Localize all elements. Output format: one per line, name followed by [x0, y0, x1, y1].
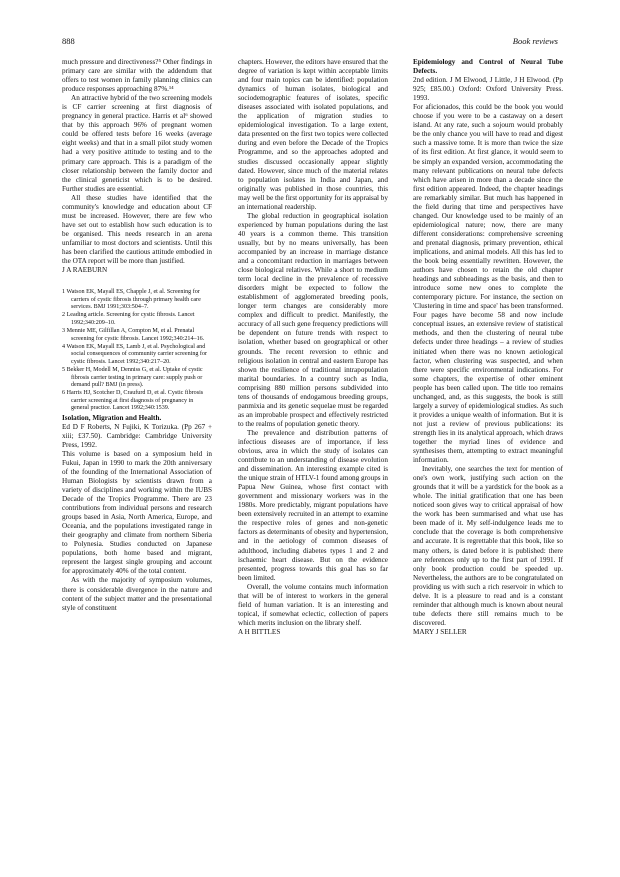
- review-bibliographic-details: Ed D F Roberts, N Fujiki, K Torizuka. (Pp 267 + xiii; £37.50). Cambridge: Cambridge University Press, 1992.: [62, 422, 212, 449]
- review-title: Isolation, Migration and Health.: [62, 413, 162, 422]
- paragraph: much pressure and directiveness?⁵ Other findings in primary care are similar with the addendum that offers to test women in family planning clinics can produce responses approaching 87%.¹⁴: [62, 58, 212, 94]
- reference-item: 2 Leading article. Screening for cystic fibrosis. Lancet 1992;340:209–10.: [62, 312, 195, 326]
- column-right: [413, 58, 563, 637]
- paragraph: An attractive hybrid of the two screening models is CF carrier screening at first diagnosis of pregnancy in general practice. Harris et al⁶ showed that by this approach 96% of pregnant women could be offered tests before 16 weeks (average eight weeks) and that in a small pilot study women had a very positive attitude to testing and to the primary care approach. This is a paradigm of the closer relationship between the family doctor and the clinical geneticist which is to be desired. Further studies are essential.: [62, 94, 212, 193]
- paragraph: For aficionados, this could be the book you would choose if you were to be a castaway on a desert island. At any rate, such a sojourn would probably be the only chance you will have to read and digest such a massive tome. It is more than twice the size of its first edition. At first glance, it would seem to be simply an expanded version, accommodating the many relevant publications on neural tube defects which have arisen in more than a decade since the first edition appeared. Indeed, the chapter headings are remarkably similar. But much has happened in the field during that time and perspectives have changed. Our knowledge used to be mainly of an epidemiological nature; now, there are many different considerations: comprehensive screening and prenatal diagnosis, primary prevention, ethical implications, and animal models. All this has led to the book being essentially rewritten. However, the authors have chosen to retain the old chapter headings and subheadings as the basis, and then to introduce some new ones to complete the contemporary picture. For instance, the section on 'Clustering in time and space' has been transformed. Four pages have become 58 and now include conceptual issues, an extensive review of statistical methods, and then the clustering of neural tube defects under three headings – a review of studies initiated when there was no known aetiological factor, when clustering was suspected, and when there were specific environmental indications. For some chapters, the expertise of other eminent people has been called upon. The title too remains unchanged, and, as this suggests, the book is still largely a survey of epidemiological studies. As such it provides a unique wealth of information. But it is not just a review of previous publications: its strength lies in its analytical approach, which draws together the myriad lines of evidence and synthesises them, attempting to extract meaningful information.: [413, 103, 563, 465]
- running-head: Book reviews: [512, 36, 558, 46]
- reference-item: 3 Mennie ME, Gilfillan A, Compton M, et al. Prenatal screening for cystic fibrosis. Lancet 1992;340:214–16.: [62, 328, 205, 342]
- author-signature: J A RAEBURN: [62, 266, 108, 275]
- paragraph: As with the majority of symposium volumes, there is considerable divergence in the nature and content of the subject matter and the presentational style of constituent: [62, 576, 212, 612]
- paragraph: chapters. However, the editors have ensured that the degree of variation is kept within acceptable limits and four main topics can be identified: population dynamics of human isolates, biological and sociodemographic features of isolates, specific diseases associated with isolated populations, and the application of migration studies to epidemiological investigation. To a large extent, data presented on the first two topics were collected during and even before the Decade of the Tropics Programme, and so the approaches adopted and studies discussed occasionally appear slightly dated. However, since much of the material relates to population isolates in India and Japan, and originally was published in those countries, this may well be the first opportunity for its appraisal by an international readership.: [238, 58, 388, 211]
- paragraph: The prevalence and distribution patterns of infectious diseases are of importance, if less obvious, area in which the study of isolates can contribute to an understanding of disease evolution and dissemination. An interesting example cited is the unique strain of HTLV-1 found among groups in Papua New Guinea, whose first contact with government and missionary workers was in the 1980s. More predictably, migrant populations have been extensively recruited in an attempt to examine the respective roles of genes and non-genetic factors as determinants of obesity and hypertension, and in the aetiology of common diseases of adulthood, including diabetes types 1 and 2 and ischaemic heart disease. But on the evidence presented, progress towards this goal has so far been limited.: [238, 428, 388, 582]
- reference-item: 6 Harris HJ, Scotcher D, Craufurd D, et al. Cystic fibrosis carrier screening at first diagnosis of pregnancy in general practice. Lancet 1992;340:1539.: [62, 390, 204, 412]
- reference-item: 5 Bekker H, Modell M, Denniss G, et al. Uptake of cystic fibrosis carrier testing in primary care: supply push or demand pull? BMJ (in press).: [62, 367, 203, 388]
- author-signature: MARY J SELLER: [413, 627, 467, 636]
- paragraph: This volume is based on a symposium held in Fukui, Japan in 1990 to mark the 20th anniversary of the founding of the International Association of Human Biologists by scientists drawn from a variety of disciplines and working within the IUBS Decade of the Tropics Programme. There are 23 contributions from individual persons and research groups based in Asia, North America, Europe, and Oceania, and the populations investigated range in their geography and climate from northern Siberia to Polynesia. Studies conducted on Japanese populations, both home based and migrant, represent the largest single grouping and account for approximately 40% of the total content.: [62, 449, 212, 576]
- page-header: [62, 36, 558, 50]
- review-title: Epidemiology and Control of Neural Tube Defects.: [413, 58, 563, 76]
- reference-list: [62, 289, 212, 413]
- paragraph: The global reduction in geographical isolation experienced by human populations during the last 40 years is a common theme. This transition usually, but by no means universally, has been accompanied by an increase in marriage distance and a concomitant reduction in marriages between close biological relatives. While a short to medium term local decline in the prevalence of recessive disorders might be expected to follow the establishment of agglomerated breeding pools, longer term changes are considerably more complex and difficult to predict. Manifestly, the accuracy of all such gene frequency predictions will be dependent on future trends with respect to isolation, whether based on geographical or other grounds. The recent reversion to ethnic and religious isolation in central and eastern Europe has shown the resilience of traditional intrapopulation marital boundaries. In a country such as India, comprising 880 million persons subdivided into tens of thousands of endogamous breeding groups, panmixia and its genetic sequelae must be regarded as an improbable prospect and effectively restricted to the realms of population genetic theory.: [238, 211, 388, 428]
- paragraph: All these studies have identified that the community's knowledge and education about CF must be increased. However, there are few who have set out to establish how such education is to be organised. This needs research in an arena unfamiliar to most doctors and scientists. Until this has been clarified the cautious attitude embodied in the OTA report will be more than justified.: [62, 193, 212, 266]
- reference-item: 1 Watson EK, Mayall ES, Chapple J, et al. Screening for carriers of cystic fibrosis through primary health care services. BMJ 1991;303:504–7.: [62, 289, 201, 310]
- reference-item: 4 Watson EK, Mayall ES, Lamb J, et al. Psychological and social consequences of community carrier screening for cystic fibrosis. Lancet 1992;340:217–20.: [62, 343, 208, 365]
- column-middle: [238, 58, 388, 637]
- column-left: [62, 58, 212, 613]
- page-number: 888: [62, 36, 75, 46]
- review-bibliographic-details: 2nd edition. J M Elwood, J Little, J H Elwood. (Pp 925; £85.00.) Oxford: Oxford University Press. 1993.: [413, 76, 563, 103]
- paragraph: Inevitably, one searches the text for mention of one's own work, justifying such action on the grounds that it will be a yardstick for the book as a whole. The initial gratification that one has been noticed soon gives way to critical appraisal of how the work has been summarised and what use has been made of it. My self-indulgence leads me to conclude that the coverage is both comprehensive and accurate. It is regrettable that this book, like so many others, is dated before it is published: there are references only up to the first part of 1991. If only book production could be speeded up. Nevertheless, the authors are to be congratulated on providing us with such a rich reservoir in which to delve. It is a pleasure to read and is a constant reminder that although much is known about neural tube defects there still remains much to be discovered.: [413, 465, 563, 627]
- author-signature: A H BITTLES: [238, 627, 281, 636]
- paragraph: Overall, the volume contains much information that will be of interest to workers in the general field of human variation. It is an interesting and topical, if somewhat eclectic, collection of papers which merits inclusion on the library shelf.: [238, 582, 388, 627]
